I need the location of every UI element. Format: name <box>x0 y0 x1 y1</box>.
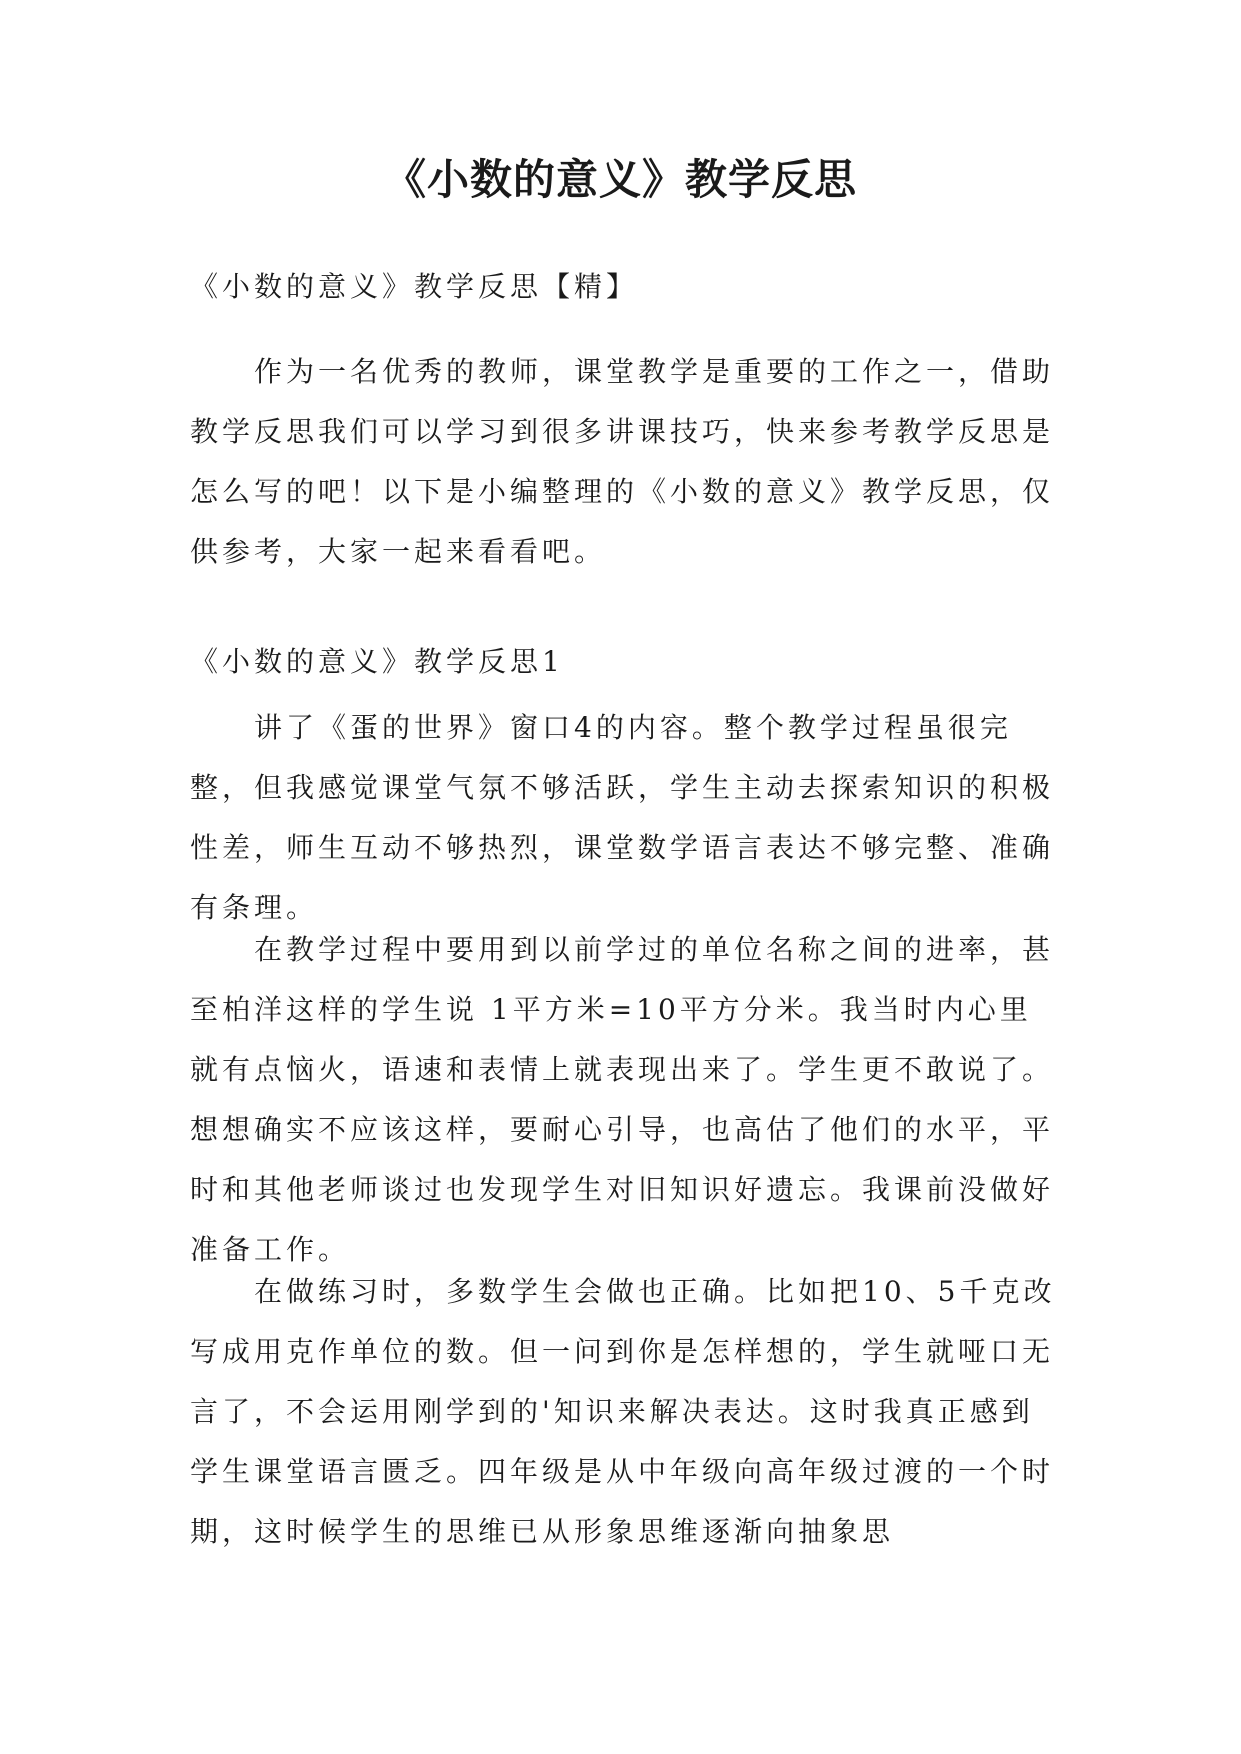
document-subtitle: 《小数的意义》教学反思【精】 <box>190 270 639 303</box>
section-1-paragraph-3: 在做练习时，多数学生会做也正确。比如把10、5千克改写成用克作单位的数。但一问到你是怎样想的，学生就哑口无言了，不会运用刚学到的'知识来解决表达。这时我真正感到学生课堂语言匮乏。四年级是从中年级向高年级过渡的一个时期，这时候学生的思维已从形象思维逐渐向抽象思 <box>190 1275 1056 1548</box>
document-title: 《小数的意义》教学反思 <box>383 155 857 204</box>
section-1-paragraph-2: 在教学过程中要用到以前学过的单位名称之间的进率，甚至柏洋这样的学生说 1平方米=10平方分米。我当时内心里就有点恼火，语速和表情上就表现出来了。学生更不敢说了。想想确实不应该这样，要耐心引导，也高估了他们的水平，平时和其他老师谈过也发现学生对旧知识好遗忘。我课前没做好准备工作。 <box>190 933 1055 1266</box>
section-1-heading: 《小数的意义》教学反思1 <box>190 645 564 678</box>
intro-paragraph: 作为一名优秀的教师，课堂教学是重要的工作之一，借助教学反思我们可以学习到很多讲课技巧，快来参考教学反思是怎么写的吧！以下是小编整理的《小数的意义》教学反思，仅供参考，大家一起来看看吧。 <box>190 355 1055 568</box>
section-1-paragraph-1: 讲了《蛋的世界》窗口4的内容。整个教学过程虽很完整，但我感觉课堂气氛不够活跃，学生主动去探索知识的积极性差，师生互动不够热烈，课堂数学语言表达不够完整、准确有条理。 <box>190 711 1055 924</box>
